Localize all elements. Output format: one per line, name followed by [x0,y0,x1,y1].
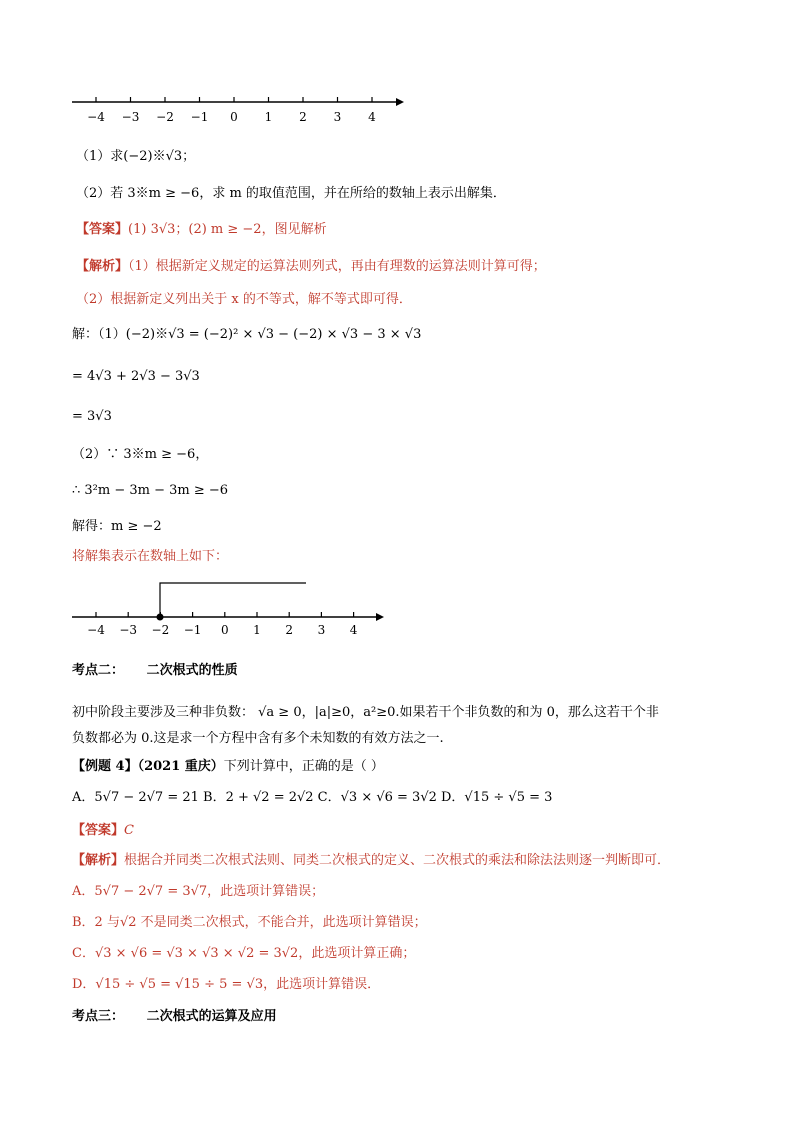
example-question-text: 下列计算中，正确的是（ ） [223,759,384,774]
top-axis-tick-label: 3 [333,110,342,124]
analysis-line-1: （1）根据新定义规定的运算法则列式，再由有理数的运算法则计算可得； [128,259,546,274]
analysis-tag: 【解析】 [76,259,129,274]
answer-block-1 [76,221,327,239]
analysis-2-option-c: C．√3 × √6 = √3 × √3 × √2 = 3√2，此选项计算正确； [72,946,416,961]
top-axis-tick-label: −3 [121,110,140,124]
top-axis-tick-label: 0 [230,110,238,124]
number-line-solution [0,575,794,655]
question-1: （1）求(−2)※√3； [76,149,196,164]
solution-axis-tick-label: 3 [317,623,326,637]
solution-line-3: = 3√3 [72,409,112,424]
answer-tag: 【答案】 [76,222,129,237]
analysis-2-option-a: A．5√7 − 2√7 = 3√7，此选项计算错误； [72,884,325,899]
solution-axis-tick-label: −4 [87,623,105,637]
top-axis-tick-label: 4 [368,110,376,124]
answer-2-tag: 【答案】 [72,823,125,838]
solution-axis-tick-label: 4 [349,623,358,637]
section-2-title: 二次根式的性质 [146,663,238,678]
solution-line-4: （2）∵ 3※m ≥ −6， [72,447,209,462]
top-axis-tick-label: −1 [190,110,209,124]
analysis-2-option-d: D．√15 ÷ √5 = √15 ÷ 5 = √3，此选项计算错误． [72,977,381,992]
analysis-2-option-b: B．2 与√2 不是同类二次根式，不能合并，此选项计算错误； [72,915,427,930]
answer-block-2 [72,822,134,840]
solution-axis-tick-label: −1 [183,623,202,637]
analysis-block-2 [72,852,670,870]
solution-line-6: 解得：m ≥ −2 [72,519,162,534]
solution-line-7: 将解集表示在数轴上如下： [72,549,229,564]
analysis-line-2: （2）根据新定义列出关于 x 的不等式，解不等式即可得． [76,292,412,307]
analysis-2-tag: 【解析】 [72,853,125,868]
section-2-label: 考点二： [72,663,125,678]
example-4-question [72,758,384,776]
question-2: （2）若 3※m ≥ −6，求 m 的取值范围，并在所给的数轴上表示出解集． [76,186,506,201]
example-tag: 【例题 4】 [72,759,138,774]
top-axis-tick-label: 2 [299,110,307,124]
example-4-options: A．5√7 − 2√7 = 21 B．2 + √2 = 2√2 C．√3 × √6 = 3√2 D．√15 ÷ √5 = 3 [72,790,553,805]
intro-line-1: 初中阶段主要涉及三种非负数： √a ≥ 0，|a|≥0，a²≥0.如果若干个非负数的和为 0，那么这若干个非 [72,705,659,720]
top-axis-tick-label: −4 [87,110,105,124]
answer-2-text: C [124,823,134,838]
section-3-title: 二次根式的运算及应用 [146,1009,277,1024]
top-axis-tick-label: −2 [156,110,174,124]
analysis-2-text: 根据合并同类二次根式法则、同类二次根式的定义、二次根式的乘法和除法法则逐一判断即可． [124,853,671,868]
solution-line-1: 解：（1）(−2)※√3 = (−2)² × √3 − (−2) × √3 − 3 × √3 [72,327,422,342]
section-3-heading [72,1008,277,1026]
solution-axis-tick-label: −3 [119,623,138,637]
analysis-block-1 [76,258,546,276]
answer-text: (1) 3√3；(2) m ≥ −2，图见解析 [128,222,327,237]
intro-line-2: 负数都必为 0.这是求一个方程中含有多个未知数的有效方法之一. [72,731,444,746]
solution-axis-tick-label: 0 [220,623,229,637]
solution-axis-tick-label: 1 [253,623,261,637]
section-2-heading [72,662,238,680]
solution-axis-tick-label: 2 [285,623,294,637]
section-3-label: 考点三： [72,1009,125,1024]
solution-line-2: = 4√3 + 2√3 − 3√3 [72,369,200,384]
solution-axis-tick-label: −2 [151,623,170,637]
solution-line-5: ∴ 3²m − 3m − 3m ≥ −6 [72,483,229,498]
top-axis-tick-label: 1 [264,110,273,124]
example-source: （2021 重庆） [137,759,224,774]
